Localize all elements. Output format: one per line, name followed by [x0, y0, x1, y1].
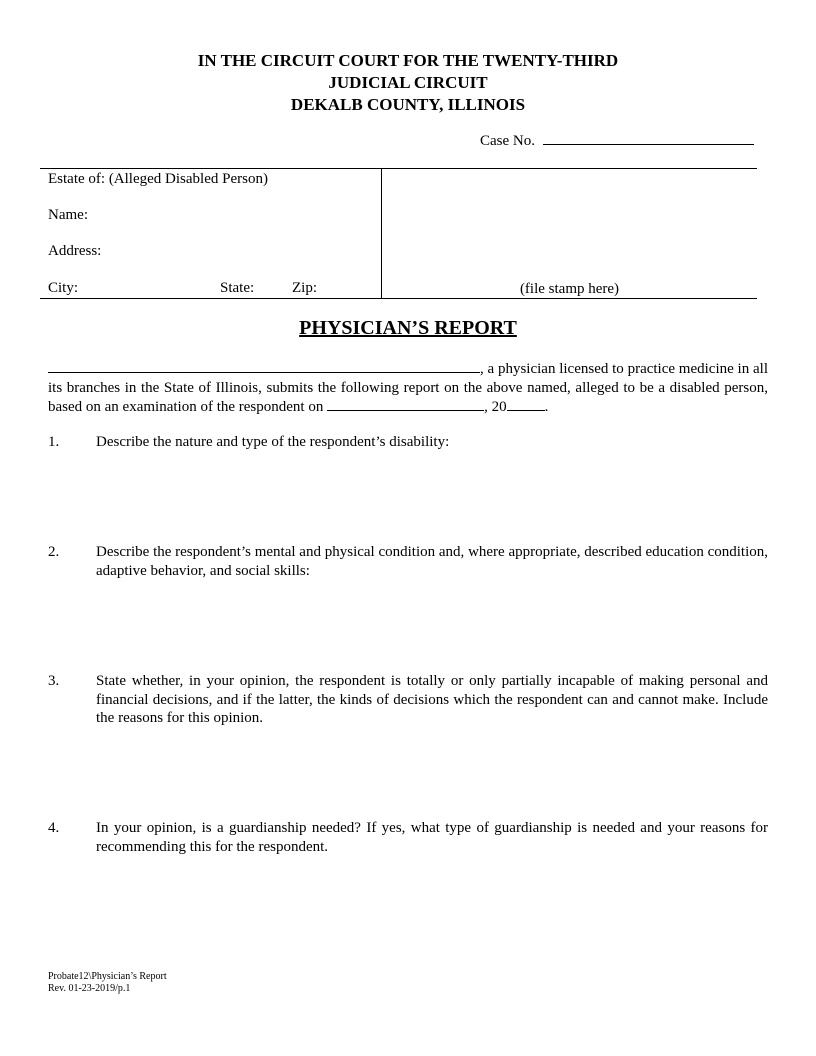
physician-name-blank[interactable] [48, 359, 480, 373]
case-number-blank[interactable] [543, 130, 754, 145]
case-number-field [480, 130, 754, 150]
caption-divider [381, 169, 382, 298]
question-text: State whether, in your opinion, the respondent is totally or only partially incapable of making personal and financial decisions, and if the latter, the kinds of decisions which the respondent can and cannot make. Include the reasons for this opinion. [96, 673, 768, 726]
question-number: 4. [48, 820, 60, 836]
state-label: State: [220, 280, 255, 296]
page-title [0, 317, 816, 340]
form-footer [48, 971, 167, 995]
year-prefix: , 20 [484, 399, 507, 415]
city-label: City: [48, 280, 79, 296]
case-number-label: Case No. [480, 133, 535, 149]
footer-form-id: Probate12\Physician’s Report [48, 971, 167, 982]
court-header [0, 50, 816, 116]
question-item [48, 433, 768, 452]
question-number: 1. [48, 434, 60, 450]
question-number: 3. [48, 673, 60, 689]
estate-label: Estate of: (Alleged Disabled Person) [48, 171, 268, 187]
question-item [48, 819, 768, 856]
question-number: 2. [48, 544, 60, 560]
address-label: Address: [48, 243, 102, 259]
question-text: Describe the respondent’s mental and physical condition and, where appropriate, described education condition, adaptive behavior, and social skills: [96, 544, 768, 579]
court-header-line3: DEKALB COUNTY, ILLINOIS [290, 95, 526, 114]
exam-year-blank[interactable] [507, 397, 545, 411]
question-item [48, 543, 768, 580]
question-text: Describe the nature and type of the respondent’s disability: [96, 434, 450, 450]
page-title-text: PHYSICIAN’S REPORT [299, 317, 517, 339]
court-header-line2: JUDICIAL CIRCUIT [328, 73, 488, 92]
zip-label: Zip: [292, 280, 317, 296]
intro-paragraph [48, 359, 768, 417]
intro-text: , a physician licensed to practice medicine in all its branches in the State of Illinois, submits the following report on the above named, alleged to be a disabled person, based on an examination of the respondent on [48, 361, 768, 415]
name-label: Name: [48, 207, 88, 223]
question-text: In your opinion, is a guardianship needed? If yes, what type of guardianship is needed and your reasons for recommending this for the respondent. [96, 820, 768, 855]
caption-box [40, 168, 757, 299]
exam-date-blank[interactable] [327, 397, 484, 411]
court-header-line1: IN THE CIRCUIT COURT FOR THE TWENTY-THIRD [197, 51, 619, 70]
question-item [48, 672, 768, 728]
file-stamp-area: (file stamp here) [519, 281, 620, 297]
footer-revision: Rev. 01-23-2019/p.1 [48, 983, 131, 994]
intro-end: . [544, 399, 549, 415]
